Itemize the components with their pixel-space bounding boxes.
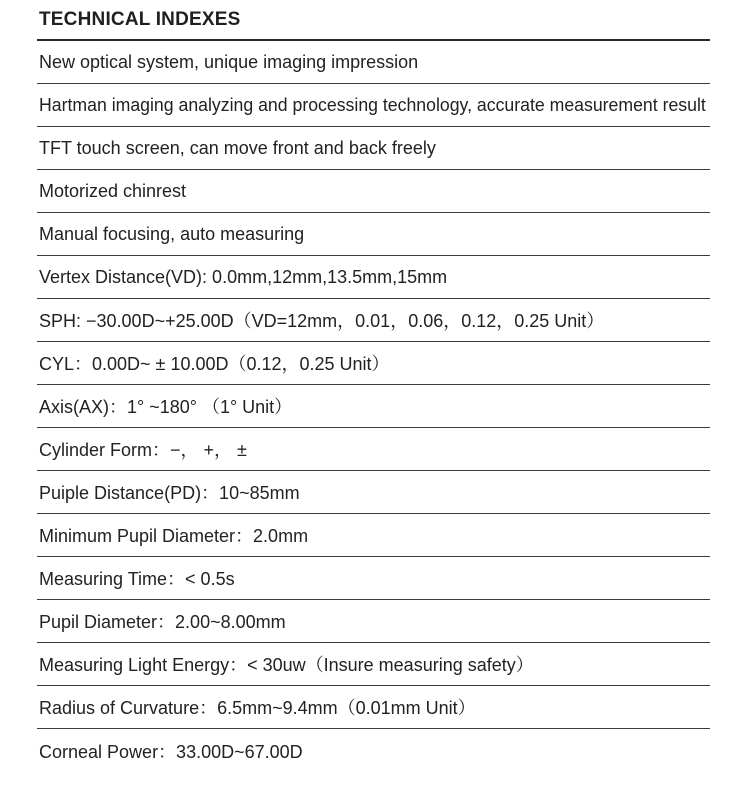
spec-row	[37, 471, 710, 514]
spec-row	[37, 213, 710, 256]
section-title: TECHNICAL INDEXES	[39, 9, 241, 30]
spec-row	[37, 557, 710, 600]
spec-text: Motorized chinrest	[39, 180, 187, 201]
spec-row	[37, 170, 710, 213]
spec-text: Axis(AX)：1° ~180° （1° Unit）	[39, 397, 293, 417]
spec-row	[37, 41, 710, 84]
spec-row	[37, 600, 710, 643]
spec-row	[37, 686, 710, 729]
spec-text: Cylinder Form：−， +， ±	[39, 440, 247, 460]
spec-text: Manual focusing, auto measuring	[39, 223, 305, 244]
spec-row	[37, 299, 710, 342]
spec-text: Measuring Light Energy：< 30uw（Insure measuring safety）	[39, 655, 534, 675]
spec-row	[37, 729, 710, 772]
spec-text: Puiple Distance(PD)：10~85mm	[39, 483, 300, 503]
spec-text: Measuring Time：< 0.5s	[39, 569, 235, 589]
spec-text: Minimum Pupil Diameter：2.0mm	[39, 526, 309, 546]
spec-text: Hartman imaging analyzing and processing technology, accurate measurement result	[39, 94, 706, 115]
spec-row	[37, 84, 710, 127]
spec-text: Pupil Diameter：2.00~8.00mm	[39, 612, 286, 632]
spec-row	[37, 643, 710, 686]
spec-text: New optical system, unique imaging impression	[39, 51, 419, 72]
spec-row	[37, 256, 710, 299]
spec-text: Radius of Curvature：6.5mm~9.4mm（0.01mm Unit）	[39, 698, 476, 718]
spec-text: TFT touch screen, can move front and back freely	[39, 137, 436, 158]
spec-text: Vertex Distance(VD): 0.0mm,12mm,13.5mm,15mm	[39, 266, 448, 287]
spec-text: Corneal Power：33.00D~67.00D	[39, 741, 303, 762]
spec-list	[37, 41, 710, 772]
spec-text: CYL：0.00D~ ± 10.00D（0.12，0.25 Unit）	[39, 354, 390, 374]
spec-text: SPH: −30.00D~+25.00D（VD=12mm，0.01，0.06，0.12，0.25 Unit）	[39, 311, 605, 331]
spec-row	[37, 342, 710, 385]
spec-row	[37, 385, 710, 428]
spec-row	[37, 428, 710, 471]
spec-row	[37, 127, 710, 170]
spec-row	[37, 514, 710, 557]
